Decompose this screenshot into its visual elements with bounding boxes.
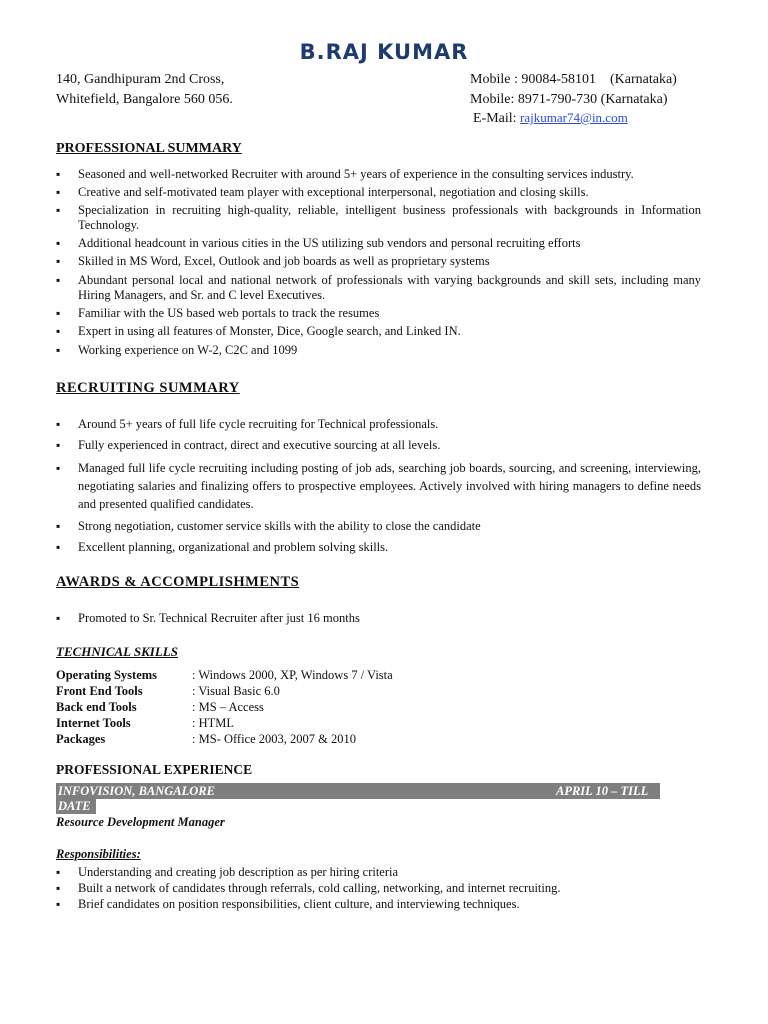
responsibilities-heading: Responsibilities: [56,847,141,861]
list-item: ▪ Working experience on W-2, C2C and 1099 [56,343,701,358]
company-name: INFOVISION, BANGALORE [58,784,215,798]
list-item: ▪ Strong negotiation, customer service skills with the ability to close the candidate [56,519,701,534]
email-label: E-Mail: [473,111,521,126]
skill-value: : HTML [192,716,235,730]
skill-row [56,731,393,747]
skill-key: Back end Tools [56,700,137,714]
professional-summary-heading: PROFESSIONAL SUMMARY [56,141,242,156]
technical-skills-table [56,667,393,747]
list-item: ▪ Abundant personal local and national network of professionals with varying backgrounds and skill sets, including many Hiring Managers, and Sr. and C level Executives. [56,273,701,303]
list-item: ▪ Promoted to Sr. Technical Recruiter after just 16 months [56,611,701,626]
mobile-number-1: Mobile : 90084-58101 (Karnataka) [470,72,677,87]
skill-value: : MS – Access [192,700,264,714]
technical-skills-heading: TECHNICAL SKILLS [56,644,178,659]
list-item: ▪ Specialization in recruiting high-quality, reliable, intelligent business professionals with backgrounds in Information Technology. [56,203,701,233]
skill-key: Internet Tools [56,716,131,730]
awards-list [56,611,701,626]
skill-row [56,715,393,731]
skill-key: Operating Systems [56,668,158,682]
awards-heading: AWARDS & ACCOMPLISHMENTS [56,574,300,590]
skill-key: Packages [56,732,106,746]
list-item: ▪ Excellent planning, organizational and problem solving skills. [56,540,701,555]
skill-row [56,683,393,699]
recruiting-summary-list [56,417,701,555]
employment-period-continued: DATE [56,799,96,814]
mobile-number-2: Mobile: 8971-790-730 (Karnataka) [470,92,668,107]
list-item: ▪ Brief candidates on position responsibilities, client culture, and interviewing techniques. [56,897,701,912]
recruiting-summary-heading: RECRUITING SUMMARY [56,380,240,396]
list-item: ▪ Built a network of candidates through referrals, cold calling, networking, and internet recruiting. [56,881,701,896]
list-item: ▪ Creative and self-motivated team player with exceptional interpersonal, negotiation and closing skills. [56,185,701,200]
professional-experience-heading: PROFESSIONAL EXPERIENCE [56,762,253,777]
responsibilities-list [56,865,701,912]
professional-summary-list [56,167,701,358]
list-item: ▪ Skilled in MS Word, Excel, Outlook and job boards as well as proprietary systems [56,254,701,269]
list-item: ▪ Expert in using all features of Monster, Dice, Google search, and Linked IN. [56,324,701,339]
list-item: ▪ Seasoned and well-networked Recruiter with around 5+ years of experience in the consulting services industry. [56,167,701,182]
address-line-1: 140, Gandhipuram 2nd Cross, [56,72,225,87]
skill-value: : Visual Basic 6.0 [192,684,280,698]
address-line-2: Whitefield, Bangalore 560 056. [56,92,233,107]
list-item: ▪ Around 5+ years of full life cycle recruiting for Technical professionals. [56,417,701,432]
list-item: ▪ Understanding and creating job description as per hiring criteria [56,865,701,880]
list-item: ▪ Fully experienced in contract, direct and executive sourcing at all levels. [56,438,701,453]
list-item: ▪ Managed full life cycle recruiting including posting of job ads, searching job boards, sourcing, and screening, interviewing, negotiating salaries and finalizing offers to prospective employees. Actively involved with hiring managers to define needs and presented qualified candidates. [56,459,701,513]
email-link[interactable]: rajkumar74@in.com [520,110,628,125]
list-item: ▪ Familiar with the US based web portals to track the resumes [56,306,701,321]
company-bar [56,783,660,799]
candidate-name: B.RAJ KUMAR [299,40,469,64]
employment-period: APRIL 10 – TILL [556,784,649,798]
skill-key: Front End Tools [56,684,143,698]
skill-value: : Windows 2000, XP, Windows 7 / Vista [192,668,393,682]
job-role: Resource Development Manager [56,815,225,829]
email-line [473,108,628,129]
skill-row [56,699,393,715]
skill-row [56,667,393,683]
skill-value: : MS- Office 2003, 2007 & 2010 [192,732,356,746]
list-item: ▪ Additional headcount in various cities in the US utilizing sub vendors and personal recruiting efforts [56,236,701,251]
